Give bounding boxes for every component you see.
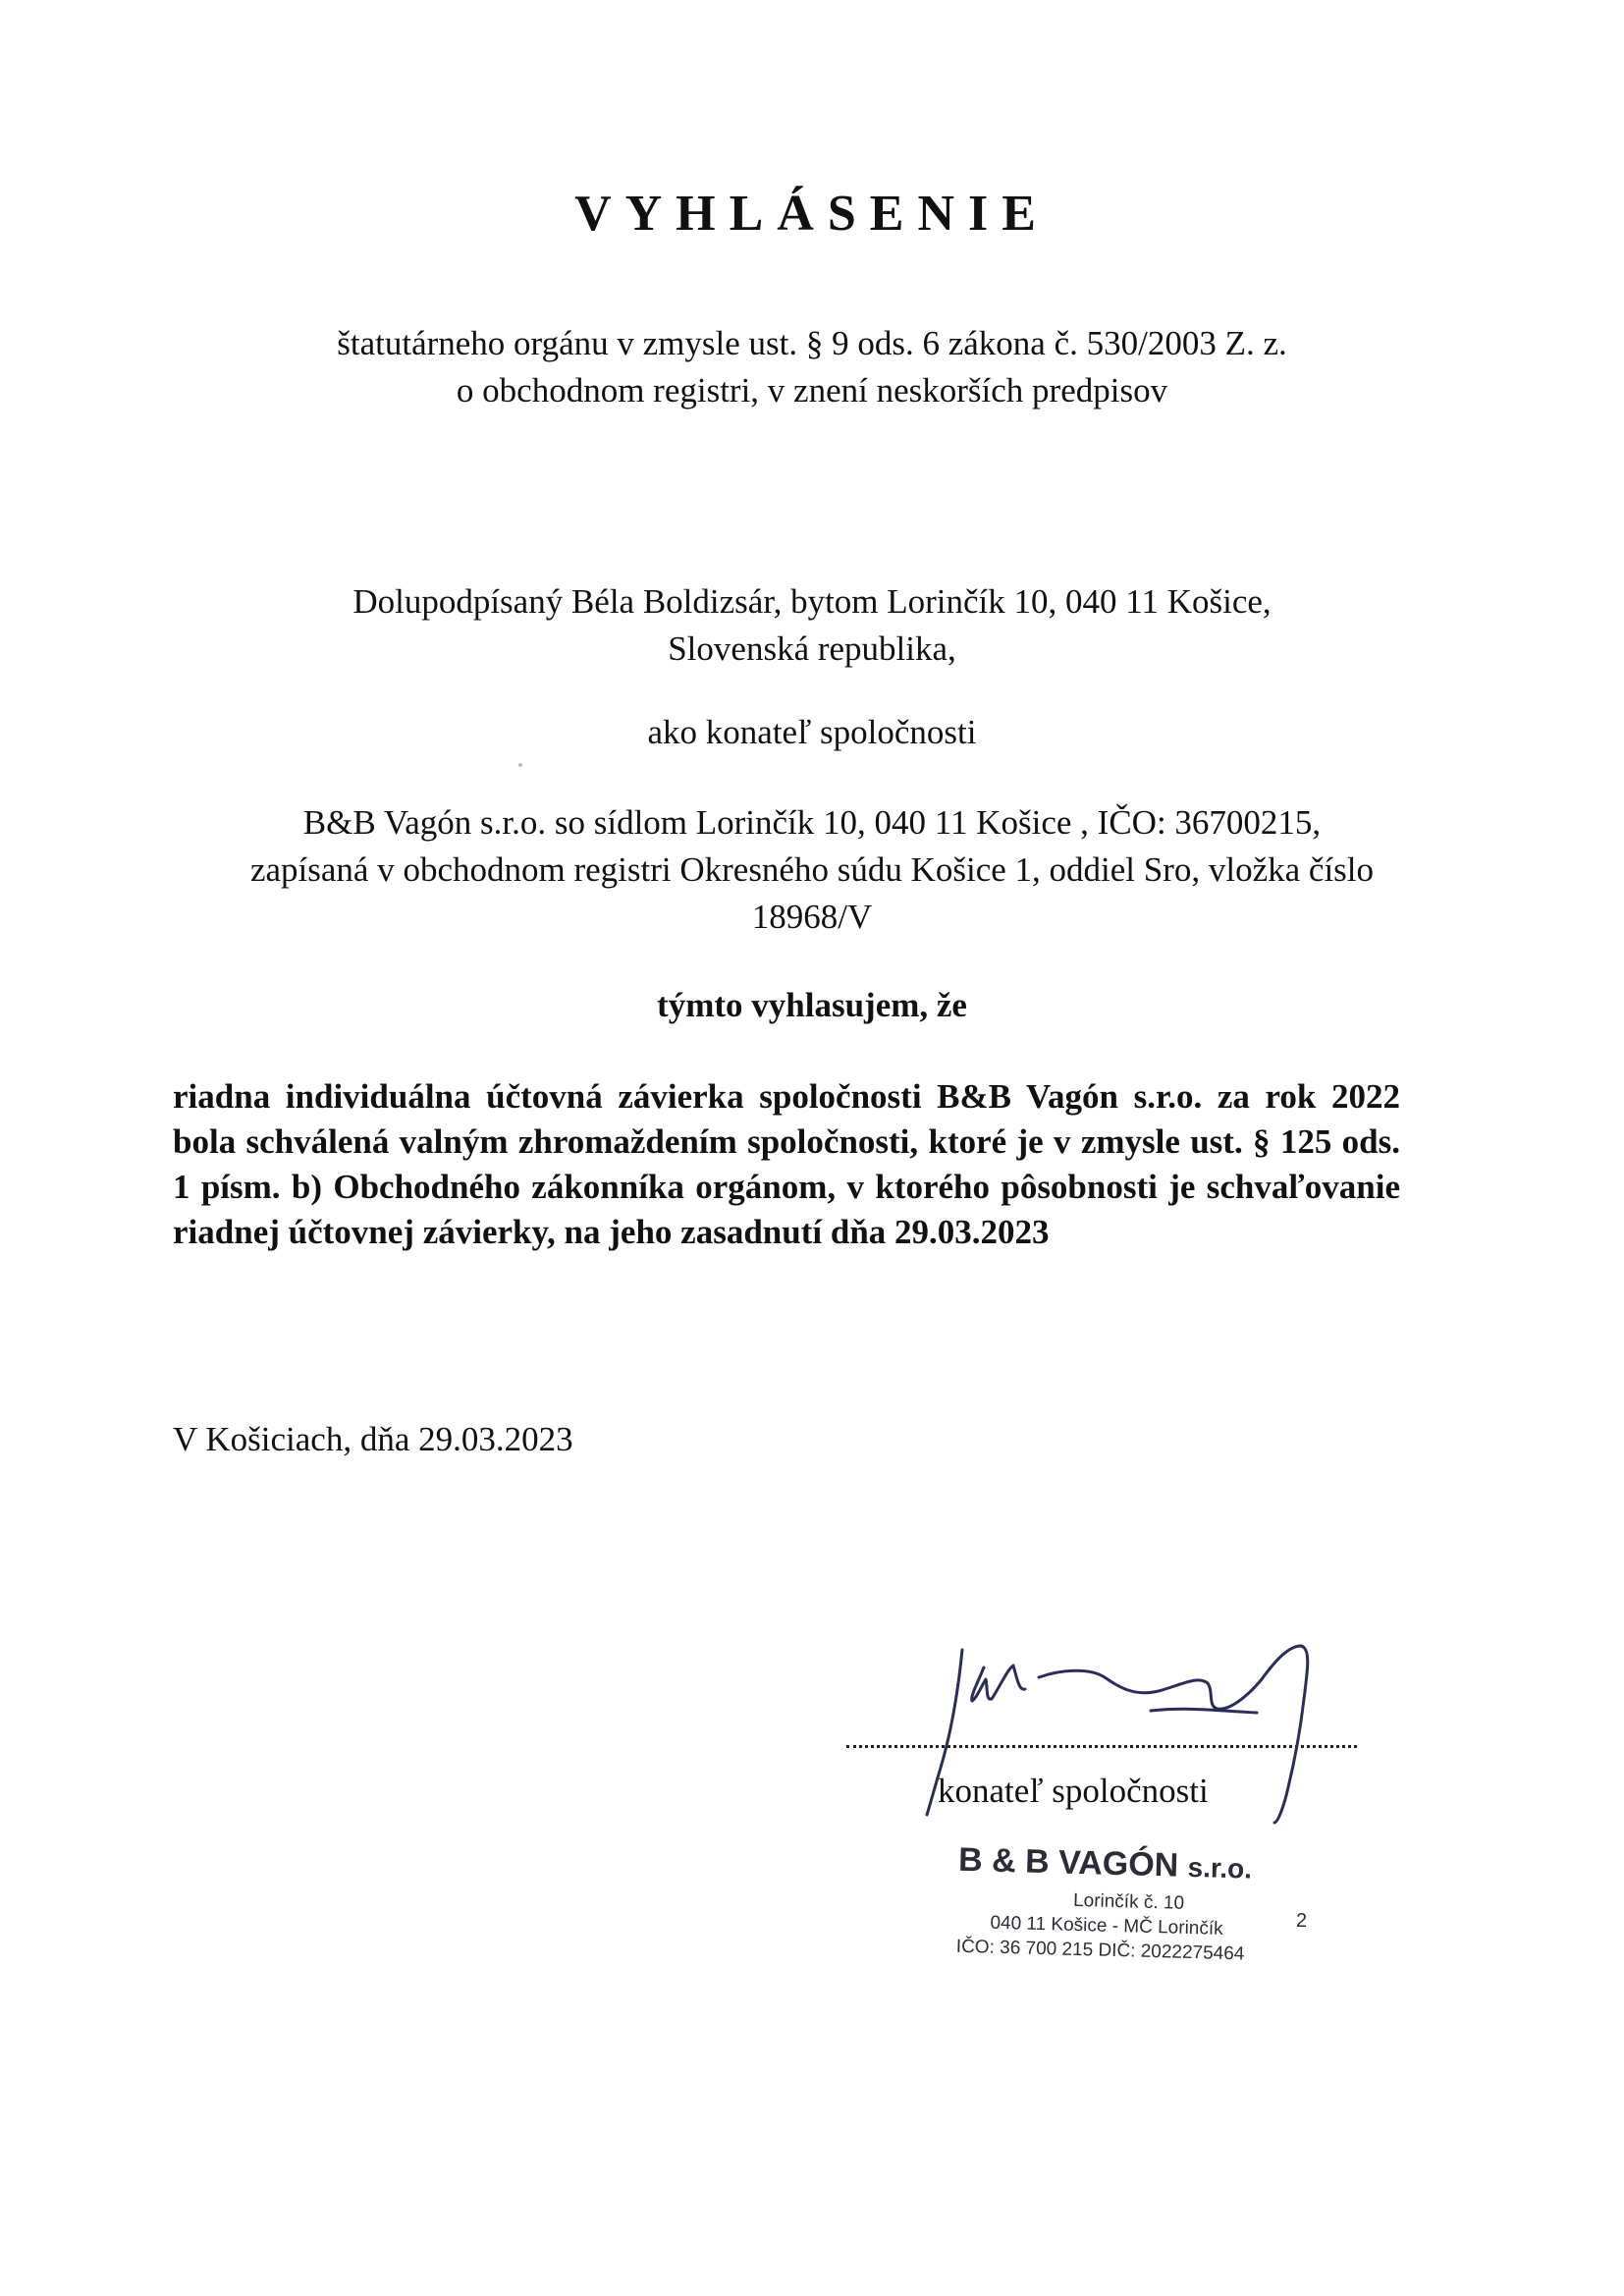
company-line-2: zapísaná v obchodnom registri Okresného súdu Košice 1, oddiel Sro, vložka číslo [249, 850, 1375, 889]
subtitle-line-1: štatutárneho orgánu v zmysle ust. § 9 ods. 6 zákona č. 530/2003 Z. z. [337, 324, 1287, 362]
stamp-address-line-2: 040 11 Košice - MČ Lorinčík [990, 1912, 1223, 1940]
company-line-3: 18968/V [751, 898, 873, 936]
subtitle-line-2: o obchodnom registri, v znení neskorších predpisov [456, 371, 1168, 410]
signature-label: konateľ spoločnosti [938, 1772, 1209, 1810]
role-line: ako konateľ spoločnosti [647, 713, 977, 751]
stamp-address-line-1: Lorinčík č. 10 [1072, 1889, 1185, 1914]
place-date: V Košiciach, dňa 29.03.2023 [173, 1420, 573, 1458]
stamp-company-name [958, 1841, 1352, 1889]
stamp-ids-line: IČO: 36 700 215 DIČ: 2022275464 [955, 1936, 1245, 1965]
signature-stroke-4 [1151, 1709, 1257, 1713]
declaration-text: riadna individuálna účtovná závierka spoločnosti B&B Vagón s.r.o. za rok 2022 bola schválená valným zhromaždením spoločnosti, ktoré je v zmysle ust. § 125 ods. 1 písm. b) Obchodného zákonníka orgánom, v ktorého pôsobnosti je schvaľovanie riadnej účtovnej závierky, na jeho zasadnutí dňa 29.03.2023 [173, 1077, 1400, 1251]
company-line-1: B&B Vagón s.r.o. so sídlom Lorinčík 10, 040 11 Košice , IČO: 36700215, [302, 803, 1322, 842]
stamp-number: 2 [1296, 1910, 1308, 1932]
stamp-company-name-text: B & B VAGÓN [957, 1840, 1179, 1885]
signature-stroke-2 [972, 1666, 1025, 1701]
declaration-intro: týmto vyhlasujem, že [657, 986, 967, 1024]
stamp-company-suffix: s.r.o. [1187, 1851, 1253, 1885]
document-title: VYHLÁSENIE [574, 186, 1050, 242]
scan-speck [518, 763, 522, 767]
company-stamp [955, 1841, 1351, 1969]
person-line-2: Slovenská republika, [668, 629, 956, 668]
person-line-1: Dolupodpísaný Béla Boldizsár, bytom Lorinčík 10, 040 11 Košice, [352, 582, 1272, 621]
